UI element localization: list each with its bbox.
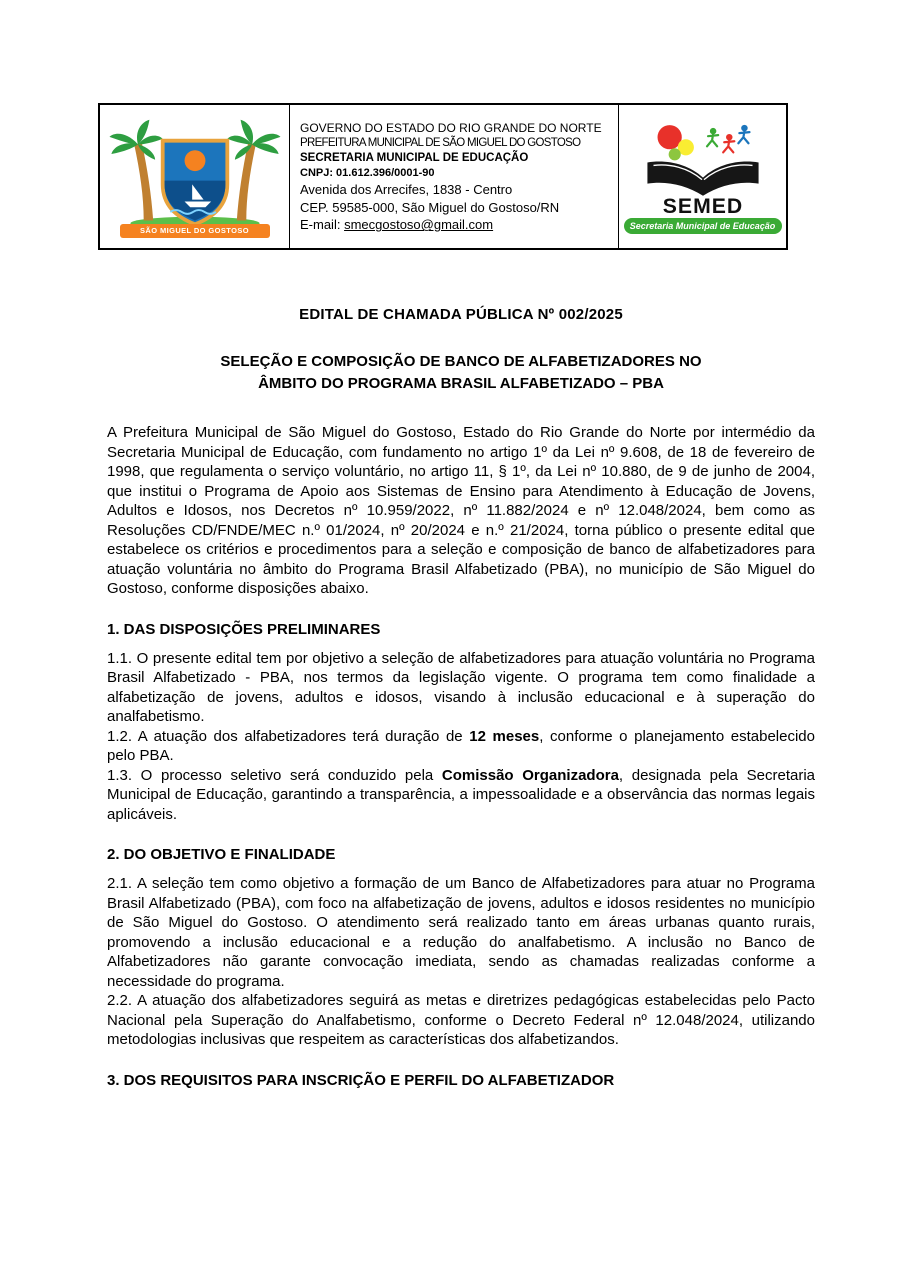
open-book-icon xyxy=(647,162,758,196)
subtitle-line-1: SELEÇÃO E COMPOSIÇÃO DE BANCO DE ALFABETIZADORES NO xyxy=(220,353,702,370)
bold-text: 12 meses xyxy=(469,727,540,745)
secretariat-line: SECRETARIA MUNICIPAL DE EDUCAÇÃO xyxy=(300,152,529,165)
paragraph-2-2: 2.2. A atuação dos alfabetizadores seguirá as metas e diretrizes pedagógicas estabelecidas pelo Pacto Nacional pela Superação do Analfabetismo, conforme o Decreto Federal nº 12.048/2024, utilizando metodologias inclusivas que respeitem as características dos alfabetizandos. xyxy=(107,992,815,1048)
runner-icon xyxy=(738,125,749,143)
cnpj-line: CNPJ: 01.612.396/0001-90 xyxy=(300,167,435,180)
paragraph-1-1: 1.1. O presente edital tem por objetivo a seleção de alfabetizadores para atuação voluntária no Programa Brasil Alfabetizado - PBA, nos termos da legislação vigente. O programa tem como finalidade a alfabetização de jovens, adultos e idosos, visando à inclusão educacional e à superação do analfabetismo. xyxy=(107,649,815,725)
section-2-heading: 2. DO OBJETIVO E FINALIDADE xyxy=(107,846,336,863)
runner-icon xyxy=(707,128,718,146)
runner-icon xyxy=(723,134,734,152)
email-label: E-mail: xyxy=(300,217,345,233)
semed-acronym: SEMED xyxy=(662,194,743,216)
address-line: Avenida dos Arrecifes, 1838 - Centro xyxy=(300,182,513,198)
paragraph-1-2: 1.2. A atuação dos alfabetizadores terá duração de 12 meses, conforme o planejamento estabelecido pelo PBA. xyxy=(107,727,815,764)
letterhead xyxy=(98,103,788,250)
coat-of-arms-icon xyxy=(109,116,281,230)
prefecture-line: PREFEITURA MUNICIPAL DE SÃO MIGUEL DO GOSTOSO xyxy=(300,137,581,150)
semed-logo xyxy=(618,105,786,248)
green-ball-icon xyxy=(668,148,680,160)
email-line xyxy=(300,216,612,234)
paragraph-1-3: 1.3. O processo seletivo será conduzido pela Comissão Organizadora, designada pela Secretaria Municipal de Educação, garantindo a transparência, a impessoalidade e a observância das normas legais aplicáveis. xyxy=(107,766,815,823)
subtitle-line-2: ÂMBITO DO PROGRAMA BRASIL ALFABETIZADO – PBA xyxy=(258,375,664,392)
email-link[interactable]: smecgostoso@gmail.com xyxy=(344,217,494,233)
palm-tree-icon xyxy=(227,119,280,220)
intro-paragraph: A Prefeitura Municipal de São Miguel do Gostoso, Estado do Rio Grande do Norte por intermédio da Secretaria Municipal de Educação, com fundamento no artigo 1º da Lei nº 9.608, de 18 de fevereiro de 1998, que regulamenta o serviço voluntário, no artigo 11, § 1º, da Lei nº 10.880, de 9 de junho de 2004, que institui o Programa de Apoio aos Sistemas de Ensino para Atendimento à Educação de Jovens, Adultos e Idosos, nos Decretos nº 10.959/2022, nº 11.882/2024 e nº 12.048/2024, bem como as Resoluções CD/FNDE/MEC n.º 01/2024, nº 20/2024 e n.º 21/2024, torna público o presente edital que estabelece os critérios e procedimentos para a seleção e composição de banco de alfabetizadores para atuação voluntária no âmbito do Programa Brasil Alfabetizado (PBA), no município de São Miguel do Gostoso, conforme disposições abaixo. xyxy=(107,424,815,597)
document-subtitle xyxy=(107,351,815,395)
paragraph-2-1: 2.1. A seleção tem como objetivo a formação de um Banco de Alfabetizadores para atuar no Programa Brasil Alfabetizado (PBA), com foco na alfabetização de jovens, adultos e idosos residentes no município de São Miguel do Gostoso. O atendimento será realizado tanto em áreas urbanas quanto rurais, promovendo a inclusão educacional e a redução do analfabetismo. A inclusão no Banco de Alfabetizadores não garante convocação imediata, sendo as chamadas realizadas conforme a necessidade do programa. xyxy=(107,875,815,990)
document-title: EDITAL DE CHAMADA PÚBLICA Nº 002/2025 xyxy=(299,306,623,323)
crest-motto-ribbon: SÃO MIGUEL DO GOSTOSO xyxy=(120,224,270,238)
letterhead-info xyxy=(290,105,618,248)
municipal-crest xyxy=(100,105,290,248)
semed-banner: Secretaria Municipal de Educação xyxy=(624,218,782,234)
section-3-heading: 3. DOS REQUISITOS PARA INSCRIÇÃO E PERFIL DO ALFABETIZADOR xyxy=(107,1071,615,1089)
government-line: GOVERNO DO ESTADO DO RIO GRANDE DO NORTE xyxy=(300,121,602,136)
bold-text: Comissão Organizadora xyxy=(441,766,619,784)
palm-tree-icon xyxy=(109,119,162,220)
section-1-heading: 1. DAS DISPOSIÇÕES PRELIMINARES xyxy=(107,620,381,638)
cep-line: CEP. 59585-000, São Miguel do Gostoso/RN xyxy=(300,199,560,215)
semed-book-icon xyxy=(627,119,779,216)
